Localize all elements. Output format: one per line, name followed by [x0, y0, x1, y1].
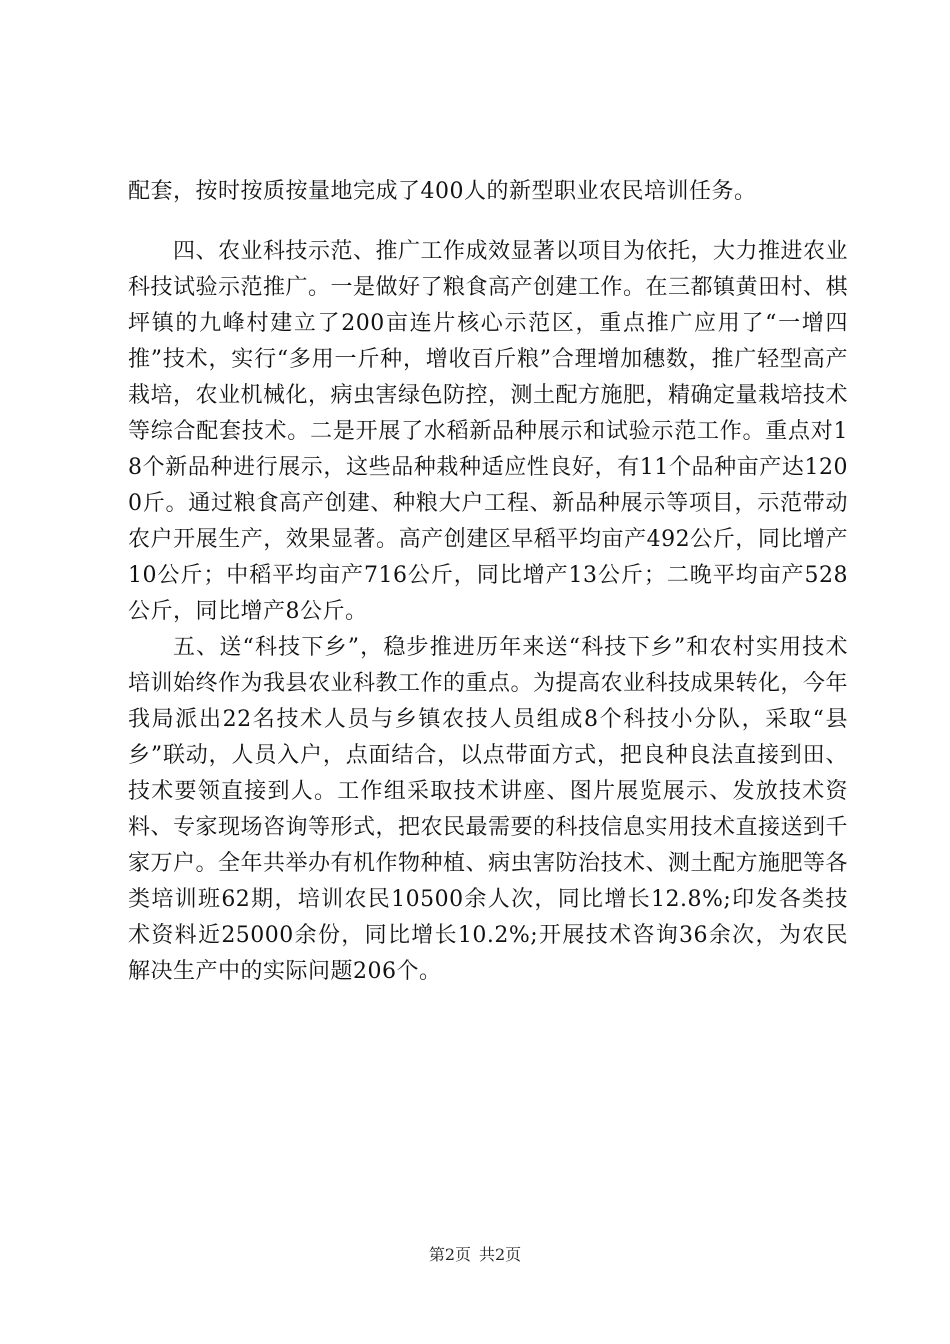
- paragraph-section-five: [128, 630, 848, 990]
- page-number: 第2页: [428, 1245, 471, 1264]
- paragraph-continuation: [128, 174, 848, 210]
- paragraph-text: 四、农业科技示范、推广工作成效显著以项目为依托，大力推进农业科技试验示范推广。一是做好了粮食高产创建工作。在三都镇黄田村、棋坪镇的九峰村建立了200亩连片核心示范区，重点推广应用了“一增四推”技术，实行“多用一斤种，增收百斤粮”合理增加穗数，推广轻型高产栽培，农业机械化，病虫害绿色防控，测土配方施肥，精确定量栽培技术等综合配套技术。二是开展了水稻新品种展示和试验示范工作。重点对18个新品种进行展示，这些品种栽种适应性良好，有11个品种亩产达1200斤。通过粮食高产创建、种粮大户工程、新品种展示等项目，示范带动农户开展生产，效果显著。高产创建区早稻平均亩产492公斤，同比增产10公斤；中稻平均亩产716公斤，同比增产13公斤；二晚平均亩产528公斤，同比增产8公斤。: [128, 239, 849, 624]
- paragraph-section-four: [128, 234, 848, 630]
- page-footer: [0, 1243, 950, 1267]
- paragraph-text: 五、送“科技下乡”，稳步推进历年来送“科技下乡”和农村实用技术培训始终作为我县农业科教工作的重点。为提高农业科技成果转化，今年我局派出22名技术人员与乡镇农技人员组成8个科技小分队，采取“县乡”联动，人员入户，点面结合，以点带面方式，把良种良法直接到田、技术要领直接到人。工作组采取技术讲座、图片展览展示、发放技术资料、专家现场咨询等形式，把农民最需要的科技信息实用技术直接送到千家万户。全年共举办有机作物种植、病虫害防治技术、测土配方施肥等各类培训班62期，培训农民10500余人次，同比增长12.8%;印发各类技术资料近25000余份，同比增长10.2%;开展技术咨询36余次，为农民解决生产中的实际问题206个。: [128, 635, 849, 984]
- page-total: 共2页: [479, 1245, 522, 1264]
- paragraph-text: 配套，按时按质按量地完成了400人的新型职业农民培训任务。: [128, 179, 757, 204]
